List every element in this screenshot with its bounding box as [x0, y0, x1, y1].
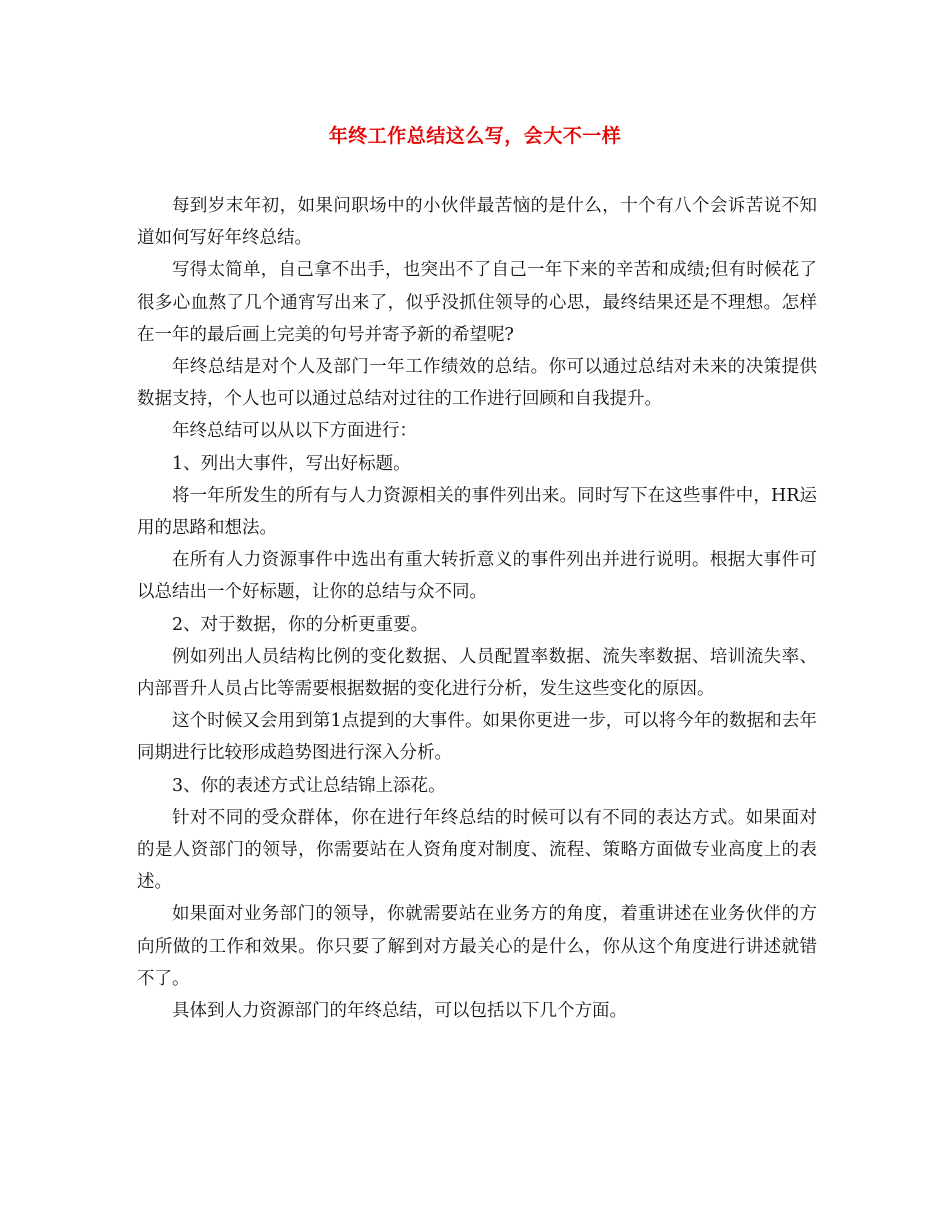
section-heading: 1、列出大事件，写出好标题。	[172, 453, 411, 474]
paragraph: 针对不同的受众群体，你在进行年终总结的时候可以有不同的表达方式。如果面对的是人资部门的领导，你需要站在人资角度对制度、流程、策略方面做专业高度上的表述。	[137, 807, 817, 893]
paragraph: 写得太简单，自己拿不出手，也突出不了自己一年下来的辛苦和成绩;但有时候花了很多心血熬了几个通宵写出来了，似乎没抓住领导的心思，最终结果还是不理想。怎样在一年的最后画上完美的句号并寄予新的希望呢?	[137, 260, 817, 345]
paragraph: 年终总结是对个人及部门一年工作绩效的总结。你可以通过总结对未来的决策提供数据支持，个人也可以通过总结对过往的工作进行回顾和自我提升。	[137, 357, 817, 410]
paragraph: 这个时候又会用到第1点提到的大事件。如果你更进一步，可以将今年的数据和去年同期进行比较形成趋势图进行深入分析。	[137, 711, 817, 764]
paragraph: 将一年所发生的所有与人力资源相关的事件列出来。同时写下在这些事件中，HR运用的思路和想法。	[137, 485, 817, 539]
paragraph: 例如列出人员结构比例的变化数据、人员配置率数据、流失率数据、培训流失率、内部晋升人员占比等需要根据数据的变化进行分析，发生这些变化的原因。	[137, 646, 817, 700]
section-heading: 2、对于数据，你的分析更重要。	[172, 614, 429, 635]
document-body	[137, 190, 817, 1027]
document-title: 年终工作总结这么写，会大不一样	[328, 125, 622, 147]
paragraph: 在所有人力资源事件中选出有重大转折意义的事件列出并进行说明。根据大事件可以总结出一个好标题，让你的总结与众不同。	[137, 550, 817, 603]
paragraph: 每到岁末年初，如果问职场中的小伙伴最苦恼的是什么，十个有八个会诉苦说不知道如何写好年终总结。	[137, 196, 817, 249]
paragraph: 年终总结可以从以下方面进行：	[172, 421, 417, 442]
paragraph: 如果面对业务部门的领导，你就需要站在业务方的角度，着重讲述在业务伙伴的方向所做的工作和效果。你只要了解到对方最关心的是什么，你从这个角度进行讲述就错不了。	[137, 904, 817, 989]
section-heading: 3、你的表述方式让总结锦上添花。	[172, 775, 446, 796]
paragraph: 具体到人力资源部门的年终总结，可以包括以下几个方面。	[172, 1001, 627, 1022]
